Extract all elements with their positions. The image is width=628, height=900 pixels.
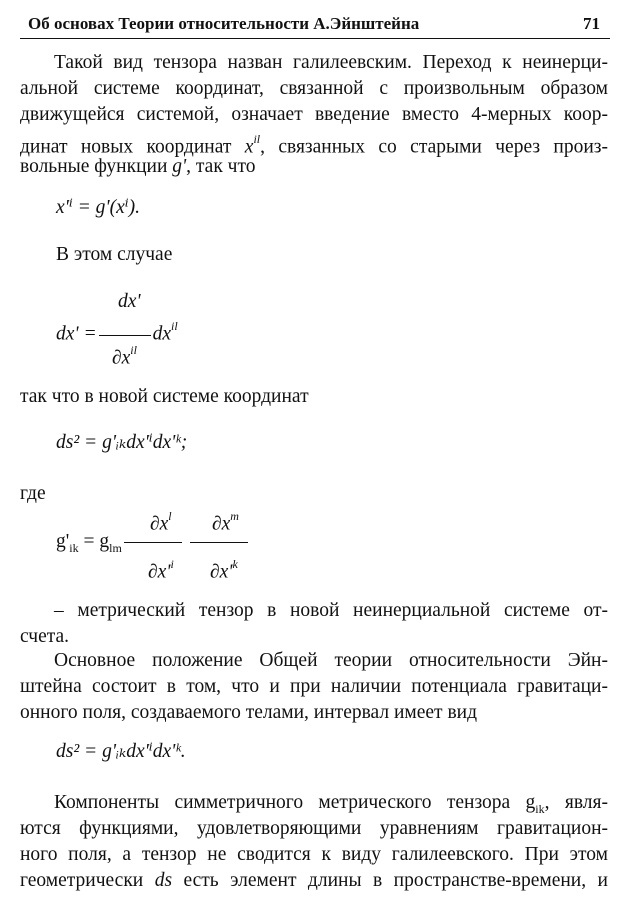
components-paragraph <box>20 790 608 894</box>
eq2-numerator: dx' <box>118 291 141 312</box>
running-title: Об основах Теории относительности А.Эйнштейна <box>28 14 420 33</box>
eq2-denominator: $\partial x^{il}$ <box>112 343 137 369</box>
eq4-main-line: $g'_{ik} = g_{lm}$ <box>56 530 250 560</box>
intro-line-2: альной системе координат, связанной с произвольным образом <box>20 78 608 99</box>
main-line-2: штейна состоит в том, что и при наличии потенциала гравитаци- <box>20 676 608 697</box>
intro-paragraph <box>20 50 608 180</box>
intro-line-1: Такой вид тензора назван галилеевским. Переход к неинерци- <box>54 52 608 73</box>
case-text: В этом случае <box>56 244 173 265</box>
so-that-text: так что в новой системе координат <box>20 386 309 407</box>
components-line-4: геометрически ds есть элемент длины в пространстве-времени, и <box>20 870 608 891</box>
metric-line-2: счета. <box>20 626 70 647</box>
page-number: 71 <box>583 14 600 33</box>
components-line-1: Компоненты симметричного метрического тензора $g_{ik}$, явля- <box>54 792 608 816</box>
eq4-num1: $\partial x^l$ <box>150 509 172 535</box>
metric-paragraph <box>20 598 608 650</box>
eq2-main-line: $dx' = dx^{il}$ <box>56 319 178 345</box>
equation-interval-general: ds² = g'ᵢₖdx'ⁱdx'ᵏ. <box>56 741 186 762</box>
metric-line-1: – метрический тензор в новой неинерциальной системе от- <box>54 600 608 621</box>
eq4-den2: $\partial x'^k$ <box>210 557 238 583</box>
eq4-num2: $\partial x^m$ <box>212 509 239 535</box>
running-header <box>20 12 610 39</box>
main-line-3: онного поля, создаваемого телами, интервал имеет вид <box>20 702 478 723</box>
components-line-3: ного поля, а тензор не сводится к виду галилеевского. При этом <box>20 844 608 865</box>
eq4-den1: $\partial x'^i$ <box>148 557 174 583</box>
intro-line-5: вольные функции g', так что <box>20 156 256 177</box>
fraction-bar <box>99 335 151 336</box>
intro-line-3: движущейся системой, означает введение вместо 4-мерных коор- <box>20 104 608 125</box>
fraction-bar <box>124 542 182 543</box>
intro-line-4: динат новых координат $x^{il}$, связанных со старыми через произ- <box>20 132 608 158</box>
where-text: где <box>20 483 46 504</box>
main-line-1: Основное положение Общей теории относительности Эйн- <box>54 650 608 671</box>
components-line-2: ются функциями, удовлетворяющими уравнениям гравитацион- <box>20 818 608 839</box>
equation-interval-new: ds² = g'ᵢₖdx'ⁱdx'ᵏ; <box>56 432 188 453</box>
equation-coordinate-transform: x'ⁱ = g'(xⁱ). <box>56 197 141 218</box>
fraction-bar <box>190 542 248 543</box>
main-paragraph <box>20 648 608 726</box>
